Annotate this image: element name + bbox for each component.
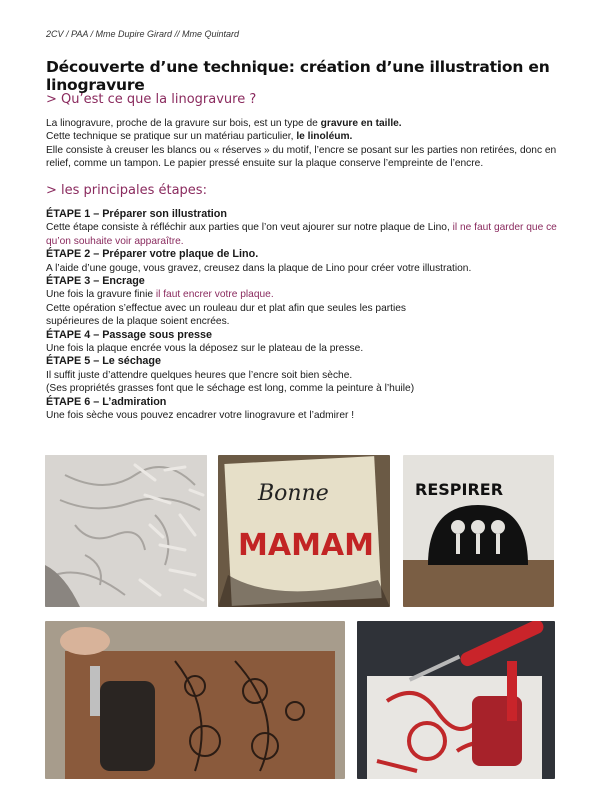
photo-carved-lino-shavings	[45, 455, 207, 607]
intro-line-1	[46, 117, 561, 130]
photo-carved-lino-svg	[45, 455, 207, 607]
photo-2-text-mamam: MAMAM	[238, 528, 374, 563]
step-4-text: Une fois la plaque encrée vous la déposez sur le plateau de la presse.	[46, 343, 364, 355]
step-5-title: ÉTAPE 5 – Le séchage	[46, 355, 162, 368]
step-1-text-a: Cette étape consiste à réfléchir aux parties que l’on veut ajourer sur notre plaque de Lino,	[46, 222, 453, 234]
steps-list	[46, 208, 561, 423]
step-5-text-c: (Ses propriétés grasses font que le séchage est long, comme la peinture à l’huile)	[46, 383, 415, 395]
step-2-text: A l’aide d’une gouge, vous gravez, creusez dans la plaque de Lino pour créer votre illustration.	[46, 262, 472, 274]
page-title: Découverte d’une technique: création d’une illustration en linogravure	[46, 58, 550, 94]
step-3-text-c: Cette opération s’effectue avec un rouleau dur et plat afin que seules les parties supérieures de la plaque soient encrées.	[46, 302, 406, 328]
section-heading-what-is: > Qu’est ce que la linogravure ?	[46, 92, 257, 107]
intro-line-2	[46, 130, 561, 143]
intro-line-1-text: La linogravure, proche de la gravure sur bois, est un type de	[46, 118, 321, 129]
step-4-title: ÉTAPE 4 – Passage sous presse	[46, 328, 213, 341]
step-3-text	[46, 288, 561, 301]
intro-line-1-bold: gravure en taille.	[320, 118, 402, 129]
step-1-text-b: il ne faut garder que ce qu’on souhaite voir apparaître.	[46, 222, 557, 247]
step-3-text-b: il faut encrer votre plaque.	[155, 289, 274, 301]
step-1-title: ÉTAPE 1 – Préparer son illustration	[46, 208, 228, 220]
step-3-title: ÉTAPE 3 – Encrage	[46, 275, 145, 288]
photo-respirer-print	[403, 455, 554, 607]
section-heading-steps: > les principales étapes:	[46, 183, 207, 198]
photo-bonne-maman-svg	[218, 455, 390, 607]
intro-paragraph	[46, 117, 561, 171]
intro-line-3: Elle consiste à creuser les blancs ou « réserves » du motif, l’encre se posant sur les parties non retirées, donc en relief, comme un tampon. Le papier pressé ensuite sur la plaque conserve l’empreinte de l’encre.	[46, 144, 557, 170]
step-1-text	[46, 221, 561, 248]
step-3-text-a: Une fois la gravure finie	[46, 289, 156, 301]
photo-red-roller-gouge	[357, 621, 555, 779]
intro-line-2-text: Cette technique se pratique sur un matériau particulier,	[46, 131, 297, 143]
intro-line-2-bold: le linoléum.	[296, 131, 353, 143]
header-course-info: 2CV / PAA / Mme Dupire Girard // Mme Quintard	[46, 29, 240, 39]
photo-2-text-bonne: Bonne	[258, 481, 329, 506]
photo-respirer-svg	[403, 455, 554, 607]
step-6-title: ÉTAPE 6 – L’admiration	[46, 395, 167, 408]
photo-inking-roller	[45, 621, 345, 779]
photo-bonne-maman-print	[218, 455, 390, 607]
step-5-text: Il suffit juste d’attendre quelques heures que l’encre soit bien sèche.	[46, 369, 353, 381]
step-2-title: ÉTAPE 2 – Préparer votre plaque de Lino.	[46, 248, 259, 261]
photo-inking-roller-svg	[45, 621, 345, 779]
photo-red-roller-svg	[357, 621, 555, 779]
step-6-text: Une fois sèche vous pouvez encadrer votre linogravure et l’admirer !	[46, 410, 355, 422]
photo-3-text: RESPIRER	[415, 480, 504, 499]
